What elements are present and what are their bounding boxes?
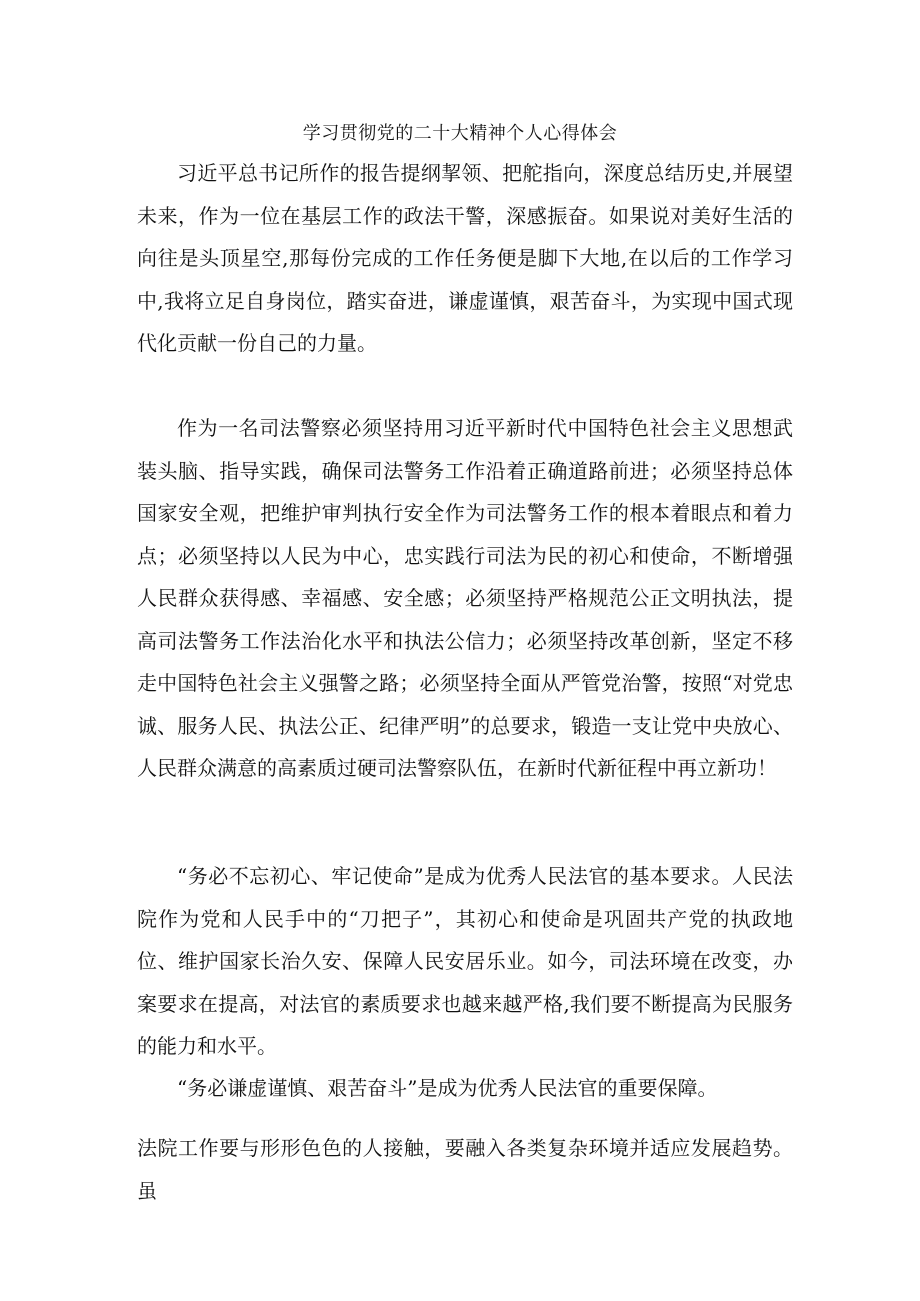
paragraph-humble-prudent: “务必谦虚谨慎、艰苦奋斗”是成为优秀人民法官的重要保障。 xyxy=(177,1076,718,1100)
paragraph-original-mission: “务必不忘初心、牢记使命”是成为优秀人民法官的基本要求。人民法院作为党和人民手中的“刀把子”，其初心和使命是巩固共产党的执政地位、维护国家长治久安、保障人民安居乐业。如今，司法环境在改变，办案要求在提高，对法官的素质要求也越来越严格,我们要不断提高为民服务的能力和水平。 xyxy=(137,864,793,1058)
document-title: 学习贯彻党的二十大精神个人心得体会 xyxy=(302,123,618,144)
paragraph-judicial-police-duties: 作为一名司法警察必须坚持用习近平新时代中国特色社会主义思想武装头脑、指导实践，确保司法警务工作沿着正确道路前进；必须坚持总体国家安全观，把维护审判执行安全作为司法警务工作的根本着眼点和着力点；必须坚持以人民为中心，忠实践行司法为民的初心和使命，不断增强人民群众获得感、幸福感、安全感；必须坚持严格规范公正文明执法，提高司法警务工作法治化水平和执法公信力；必须坚持改革创新，坚定不移走中国特色社会主义强警之路；必须坚持全面从严管党治警，按照“对党忠诚、服务人民、执法公正、纪律严明”的总要求，锻造一支让党中央放心、人民群众满意的高素质过硬司法警察队伍，在新时代新征程中再立新功！ xyxy=(137,416,793,780)
paragraph-report-impressions: 习近平总书记所作的报告提纲挈领、把舵指向，深度总结历史,并展望未来，作为一位在基层工作的政法干警，深感振奋。如果说对美好生活的向往是头顶星空,那每份完成的工作任务便是脚下大地,在以后的工作学习中,我将立足自身岗位，踏实奋进，谦虚谨慎，艰苦奋斗，为实现中国式现代化贡献一份自己的力量。 xyxy=(137,161,793,355)
paragraph-court-work-continued: 法院工作要与形形色色的人接触，要融入各类复杂环境并适应发展趋势。虽 xyxy=(137,1136,793,1203)
